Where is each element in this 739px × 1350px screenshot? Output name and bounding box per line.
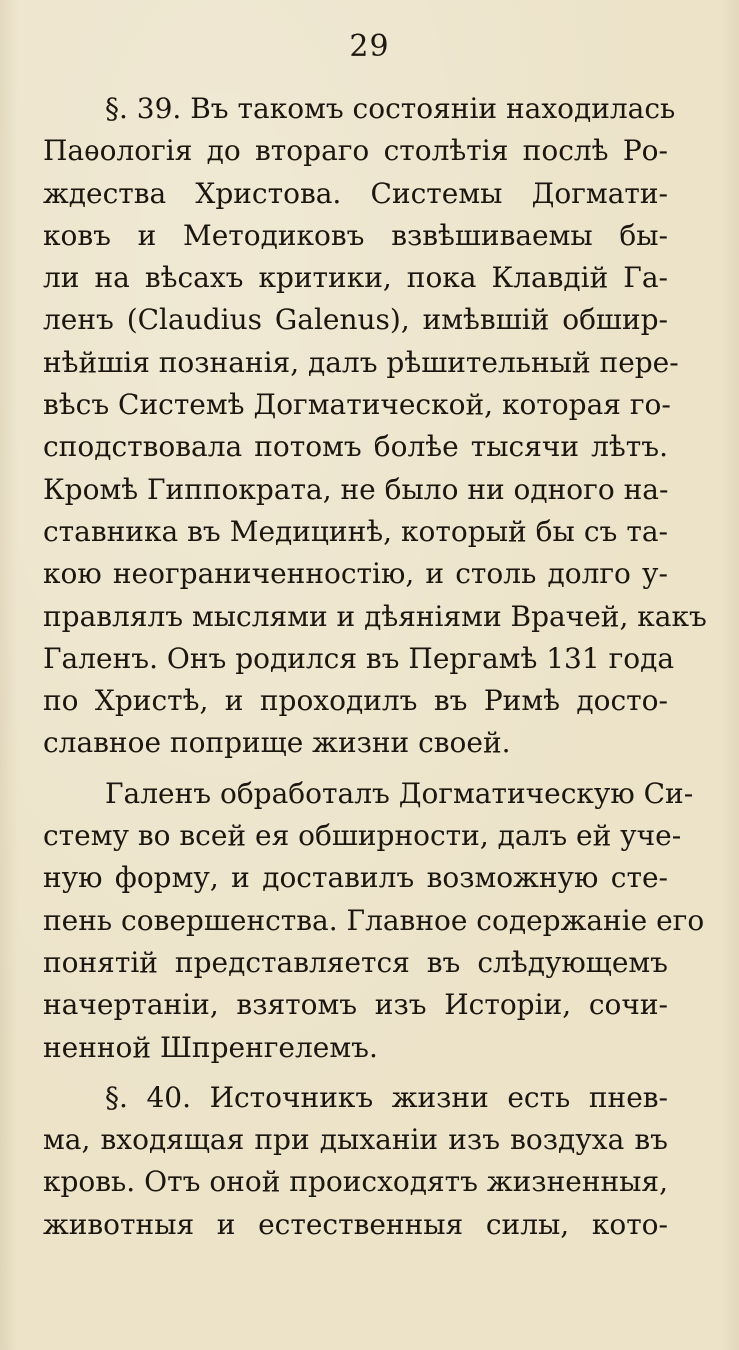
text-line: вѣсъ Системѣ Догматической, которая го-	[43, 388, 671, 422]
text-line: ленъ (Claudius Galenus), имѣвшій обшир-	[43, 303, 668, 337]
text-line: славное поприще жизни своей.	[43, 726, 511, 760]
text-line: понятій представляется въ слѣдующемъ	[43, 945, 668, 979]
page-number: 29	[349, 29, 390, 64]
text-line: ставника въ Медицинѣ, который бы съ та-	[43, 514, 668, 548]
paragraph-section-39	[43, 88, 707, 765]
text-line: по Христѣ, и проходилъ въ Римѣ достo-	[43, 684, 668, 718]
text-line: нѣйшія познанія, далъ рѣшительный пере-	[43, 345, 679, 379]
text-line: ли на вѣсахъ критики, пока Клавдій Га-	[43, 261, 668, 295]
text-line: ждества Христова. Системы Догмати-	[43, 176, 668, 210]
paragraph-section-40	[43, 1077, 668, 1246]
text-line: ную форму, и доставилъ возможную сте-	[43, 861, 668, 895]
text-line: Галенъ. Онъ родился въ Пергамѣ 131 года	[43, 641, 675, 675]
text-line: животныя и естественныя силы, кото-	[43, 1207, 668, 1241]
text-line: §. 40. Источникъ жизни есть пнев-	[105, 1080, 668, 1114]
text-line: Галенъ обработалъ Догматическую Си-	[105, 776, 694, 810]
paragraph-galen	[43, 773, 705, 1069]
text-line: кою неограниченностію, и столь долго у-	[43, 557, 668, 591]
text-line: ковъ и Методиковъ взвѣшиваемы бы-	[43, 218, 668, 252]
text-line: начертаніи, взятомъ изъ Исторіи, сочи-	[43, 988, 668, 1022]
text-line: §. 39. Въ такомъ состояніи находилась	[105, 92, 676, 125]
text-line: стему во всей ея обширности, далъ ей уче-	[43, 819, 682, 853]
text-line: ненной Шпренгелемъ.	[43, 1030, 378, 1064]
text-line: сподствовала потомъ болѣе тысячи лѣтъ.	[43, 430, 668, 464]
text-line: кровь. Отъ оной происходятъ жизненныя,	[43, 1165, 668, 1199]
text-line: Паѳологія до втораго столѣтія послѣ Ро-	[43, 134, 668, 168]
text-block	[43, 88, 707, 1254]
text-line: Кромѣ Гиппократа, не было ни одного на-	[43, 472, 669, 506]
text-line: пень совершенства. Главное содержаніе его	[43, 903, 705, 937]
text-line: ма, входящая при дыханіи изъ воздуха въ	[43, 1123, 668, 1157]
text-line: правлялъ мыслями и дѣяніями Врачей, какъ	[43, 599, 707, 633]
